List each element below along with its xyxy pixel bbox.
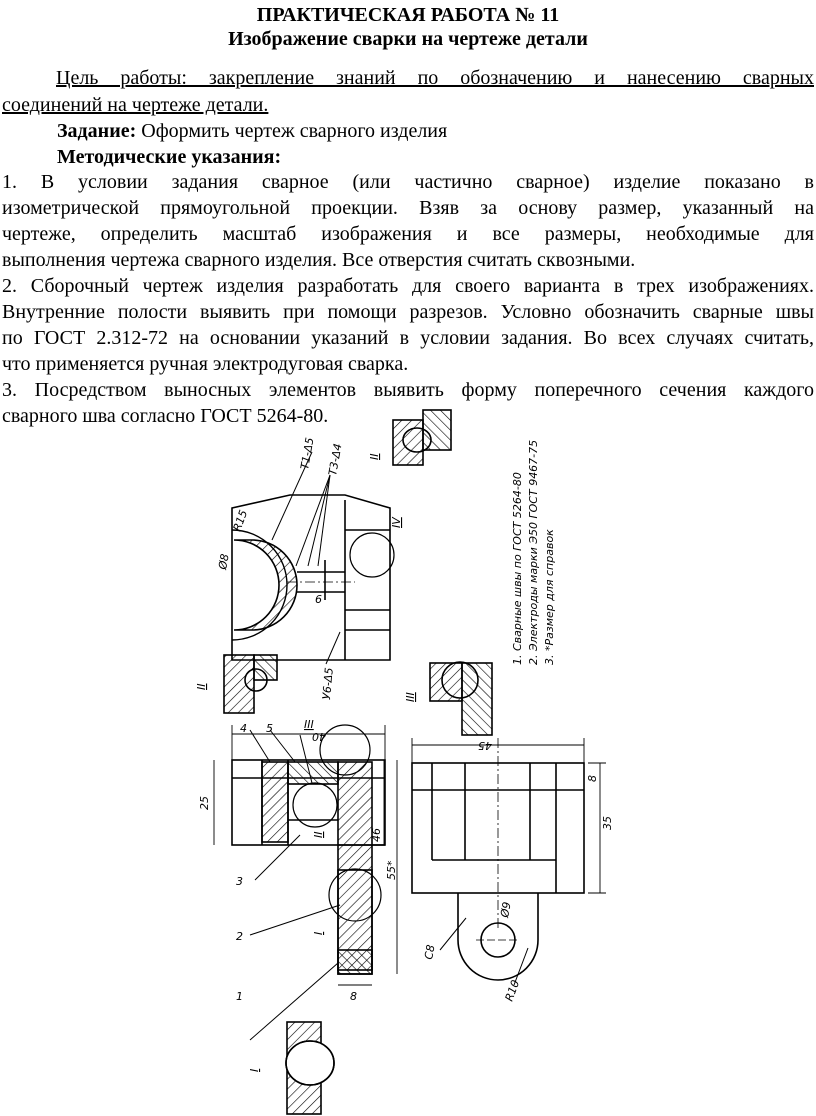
detail-label: IV bbox=[390, 517, 403, 528]
dimension-label: C8 bbox=[422, 943, 438, 961]
drawing-note: 3. *Размер для справок bbox=[543, 529, 556, 665]
dimension-label: Ø8 bbox=[216, 552, 232, 571]
paragraph-line: Внутренние полости выявить при помощи разрезов. Условно обозначить сварные швы bbox=[2, 301, 814, 323]
paragraph-line: изометрической прямоугольной проекции. Взяв за основу размер, указанный на bbox=[2, 197, 814, 219]
dimension-label: 6 bbox=[315, 593, 322, 606]
page-title: ПРАКТИЧЕСКАЯ РАБОТА № 11 bbox=[256, 4, 560, 26]
part-number: 4 bbox=[240, 722, 247, 735]
detail-label: II bbox=[195, 683, 208, 690]
weld-mark-label: Т1-Δ5 bbox=[298, 436, 317, 471]
dimension-label: Ø9 bbox=[498, 900, 514, 919]
dimension-label: 8 bbox=[350, 990, 357, 1003]
task-label: Задание: bbox=[57, 120, 137, 142]
paragraph-line: чертеже, определить масштаб изображения и все размеры, необходимые для bbox=[2, 223, 814, 245]
detail-iii bbox=[430, 662, 492, 735]
part-number: 1 bbox=[236, 990, 243, 1003]
dimension-label: R15 bbox=[230, 508, 251, 534]
paragraph-line: 1. В условии задания сварное (или частично сварное) изделие показано в bbox=[2, 171, 814, 193]
detail-label: I bbox=[312, 931, 325, 935]
part-number: 3 bbox=[236, 875, 243, 888]
weld-mark-label: Т3-Δ4 bbox=[326, 442, 345, 477]
guidelines-heading: Методические указания: bbox=[57, 146, 282, 168]
detail-label: I bbox=[248, 1068, 261, 1072]
weld-mark-label: У6-Δ5 bbox=[320, 667, 336, 701]
paragraph-line: 3. Посредством выносных элементов выявить форму поперечного сечения каждого bbox=[2, 379, 814, 401]
top-view bbox=[232, 452, 394, 664]
side-view bbox=[412, 738, 606, 985]
detail-label: II bbox=[368, 453, 381, 460]
detail-ii-left bbox=[224, 655, 277, 713]
dimension-label: 55* bbox=[385, 860, 398, 880]
detail-label: III bbox=[304, 718, 314, 731]
page-subtitle: Изображение сварки на чертеже детали bbox=[228, 28, 588, 50]
detail-label: II bbox=[312, 831, 325, 838]
paragraph-line: по ГОСТ 2.312-72 на основании указаний в условии задания. Во всех случаях считать, bbox=[2, 327, 814, 349]
paragraph-line: сварного шва согласно ГОСТ 5264-80. bbox=[2, 405, 329, 427]
paragraph-line: 2. Сборочный чертеж изделия разработать для своего варианта в трех изображениях. bbox=[2, 275, 814, 297]
part-number: 5 bbox=[266, 722, 273, 735]
dimension-label: 45 bbox=[478, 739, 492, 752]
detail-i bbox=[286, 1022, 334, 1114]
paragraph-line: что применяется ручная электродуговая сварка. bbox=[2, 353, 409, 375]
drawing-note: 2. Электроды марки Э50 ГОСТ 9467-75 bbox=[527, 439, 540, 665]
goal-line-2: соединений на чертеже детали. bbox=[2, 94, 269, 116]
detail-ii-top bbox=[393, 410, 451, 465]
dimension-label: 8 bbox=[586, 775, 599, 782]
detail-label: III bbox=[404, 692, 417, 702]
dimension-label: 46 bbox=[370, 828, 383, 842]
dimension-label: R10 bbox=[502, 978, 523, 1004]
part-number: 2 bbox=[236, 930, 243, 943]
dimension-label: 35 bbox=[601, 816, 614, 830]
goal-line-1: Цель работы: закрепление знаний по обозначению и нанесению сварных bbox=[56, 67, 814, 89]
drawing-note: 1. Сварные швы по ГОСТ 5264-80 bbox=[511, 472, 524, 665]
dimension-label: 40 bbox=[312, 730, 326, 743]
paragraph-line: выполнения чертежа сварного изделия. Все отверстия считать сквозными. bbox=[2, 249, 636, 271]
task-text: Оформить чертеж сварного изделия bbox=[136, 120, 448, 142]
dimension-label: 25 bbox=[198, 796, 211, 810]
